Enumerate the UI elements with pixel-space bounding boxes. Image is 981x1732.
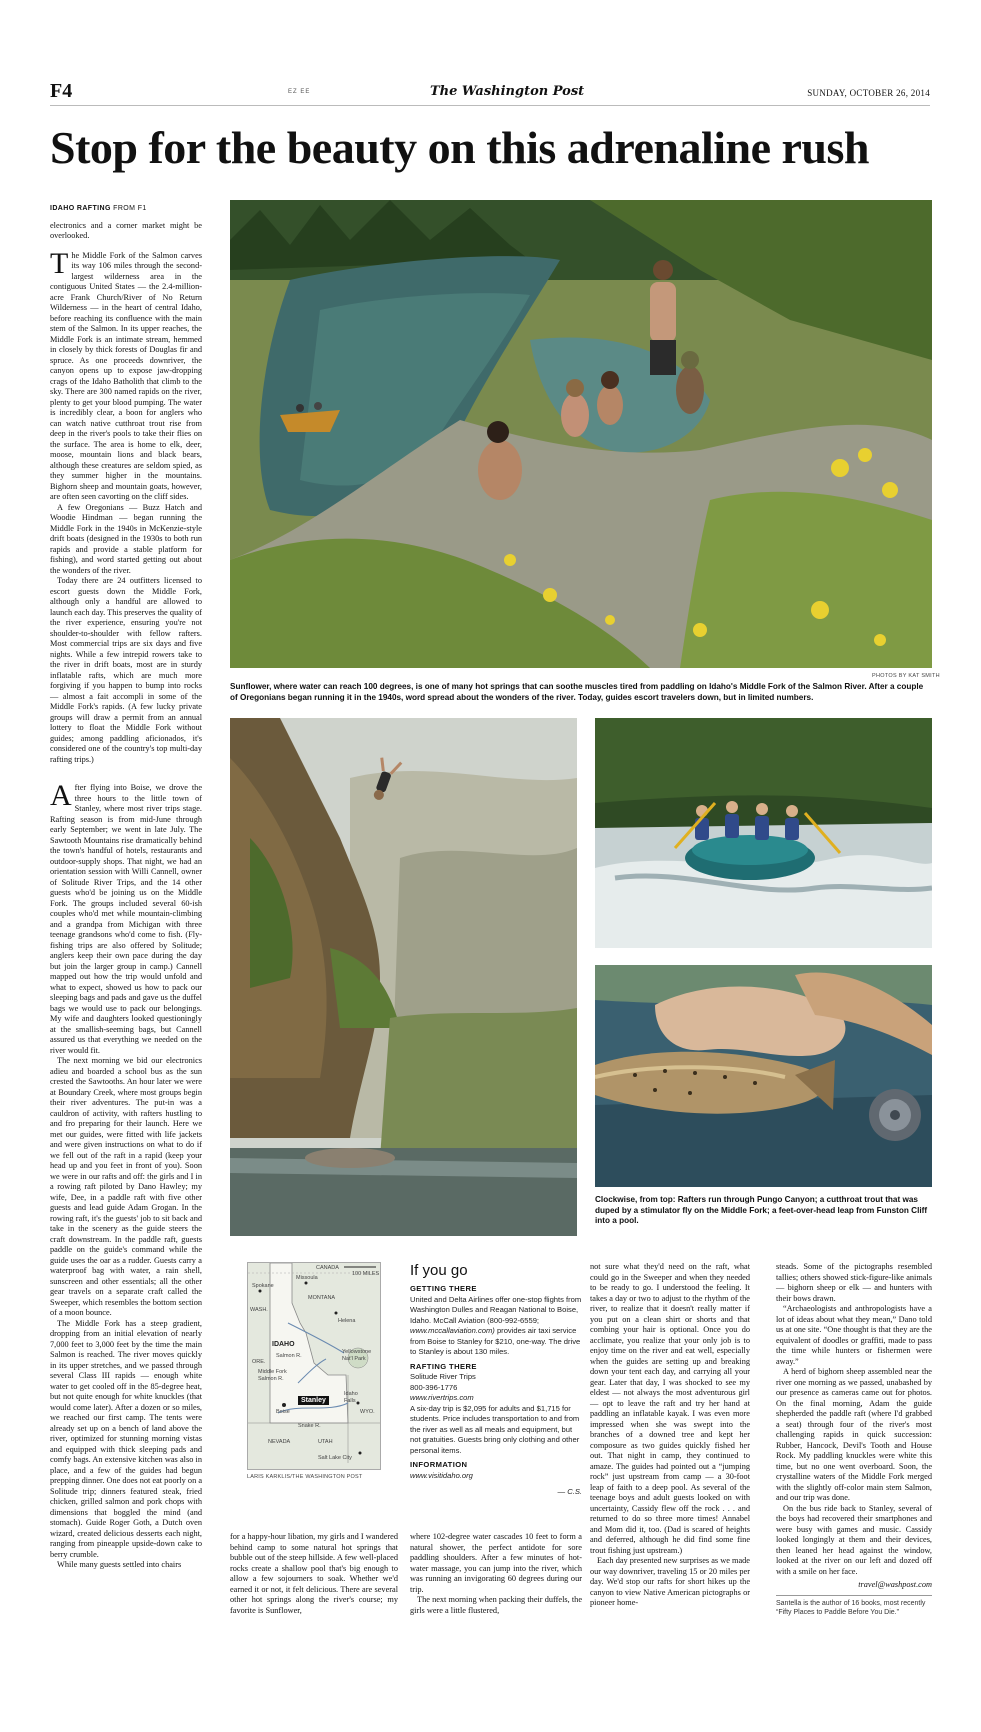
map-label-boise: Boise xyxy=(276,1409,290,1415)
author-email: travel@washpost.com xyxy=(858,1580,932,1589)
edition-marks: EZ EE xyxy=(288,89,311,95)
author-bio: Santella is the author of 16 books, most recently “Fifty Places to Paddle Before You Die.” xyxy=(776,1595,932,1617)
cliff-jump-photo xyxy=(230,718,577,1236)
info-heading: INFORMATION xyxy=(410,1460,468,1469)
map-label-nevada: NEVADA xyxy=(268,1439,291,1445)
map-label-utah: UTAH xyxy=(318,1439,333,1445)
article-column-2 xyxy=(230,1532,398,1616)
trout-photo xyxy=(595,965,932,1187)
map-label-canada: CANADA xyxy=(316,1265,339,1271)
map-label-middle-fork: Middle Fork Salmon R. xyxy=(258,1369,287,1382)
paragraph xyxy=(50,246,202,503)
info-text: 800-396-1776 xyxy=(410,1382,458,1392)
paragraph: A few Oregonians — Buzz Hatch and Woodie Hindman — began running the Middle Fork in the 1940s in McKenzie-style drift boats (designed in the 1930s to both run rapids and provide a stable platform for fishing), and word started getting out about the wonders of the river. xyxy=(50,502,202,575)
paragraph: The next morning we bid our electronics adieu and boarded a school bus as the sun crested the Sawtooths. An hour later we were at Boundary Creek, where most groups begin their river adventures. The put-in was a cauldron of activity, with rafters hustling to and fro preparing for their launch. Here we met our guides, were fitted with life jackets and were given instructions on what to do if we fell out of the raft in a rapid (keep your head up and you feet in front of you). Soon we were in our rafts and off: the girls and I in a rowing raft piloted by Dano Hawley; my wife, Dee, in a paddle raft with five other guests and lead guide Adam Grogan. In the rowing raft, it's the guests' job to sit back and take in the scenery as the guide steers the craft downstream. In the paddle raft, guests paddle on the guide's command while the guide uses the oar as a rudder. Guests carry a waterproof bag with water, a rain shell, sunscreen and other essentials; all the other gear travels on a separate craft called the Sweeper, which resembles the bottom section of a moon bounce. xyxy=(50,1056,202,1317)
info-link: www.visitidaho.org xyxy=(410,1470,473,1480)
info-link: www.rivertrips.com xyxy=(410,1393,474,1402)
article-column-1 xyxy=(50,204,202,1571)
paragraph: where 102-degree water cascades 10 feet to form a natural shower, the perfect antidote for sore paddling shoulders. After a few minutes of hot-water massage, you can jump into the river, which was running an invigorating 60 degrees during our trip. xyxy=(410,1532,582,1594)
info-heading: GETTING THERE xyxy=(410,1284,477,1293)
paragraph: not sure what they'd need on the raft, what could go in the Sweeper and when they needed to be ready to go. I understood the feeling. It takes a day or two to adjust to the rhythm of the river, to realize that it doesn't really matter if you put on a clean shirt or shorts and that combing your hair is optional. Once you do acclimate, you realize that your only job is to enjoy time on the river and eat well, especially when the guides are setting up and breaking down your tent each day, and carrying all your gear. Later that day, I was shocked to see my eldest — not always the most adventurous girl — opt to leave the raft and try her hand at paddling an inflatable kayak. I was even more impressed when she was swept into the branches of a downed tree and kept her composure as two guides quickly fished her out. That night in camp, they continued to amaze. The guides had pointed out a “jumping rock” just upstream from camp — a 30-foot leap of faith to a deep pool. As several of the teenage boys and adult guests looked on with uncertainty, Cassidy flew off the rock . . . and returned to do so three more times! Annabel and Mom did it, too. (Dad is scared of heights and deferred, although he did find some fine trout fishing just upstream.) xyxy=(590,1262,750,1555)
idaho-map xyxy=(247,1262,381,1470)
map-label-wyoming: WYO. xyxy=(360,1409,375,1415)
map-label-salt-lake-city: Salt Lake City xyxy=(318,1455,352,1461)
newspaper-logo: The Washington Post xyxy=(430,84,585,99)
map-label-missoula: Missoula xyxy=(296,1275,318,1281)
jump-label xyxy=(50,204,202,215)
paragraph: for a happy-hour libation, my girls and I wandered behind camp to some natural hot springs that bubble out of the steep hillside. A few well-placed rocks create a shallow pool that's big enough to allow a few sojourners to soak. Whether we'd earned it or not, it felt delicious. There are several other hot springs along the river's course; my favorite is Sunflower, xyxy=(230,1532,398,1615)
photo-group-caption: Clockwise, from top: Rafters run through Pungo Canyon; a cutthroat trout that was duped by a stimulator fly on the Middle Fork; a feet-over-head leap from Funston Cliff into a pool. xyxy=(595,1195,928,1225)
publication-date: SUNDAY, OCTOBER 26, 2014 xyxy=(807,88,930,98)
paragraph: “Archaeologists and anthropologists have a lot of ideas about what they mean,” Dano told us at one site. “One thought is that they are the equivalent of doodles or graffiti, made to pass the time while hunters or fishermen were away.” xyxy=(776,1304,932,1366)
info-text-part: United and Delta Airlines offer one-stop flights from Washington Dulles and Reagan National to Boise, Idaho. McCall Aviation (800-992-6559; xyxy=(410,1294,582,1325)
info-text xyxy=(410,1295,582,1358)
paragraph-text: he Middle Fork of the Salmon carves its way 106 miles through the second-largest wilderness area in the contiguous United States — the 2.4-million-acre Frank Church/River of No Return Wilderness — in the heart of central Idaho, before reaching its confluence with the main stem of the Salmon. In its upper reaches, the Middle Fork is an intimate stream, hemmed in closely by thick forests of Douglas fir and spruce. As one proceeds downriver, the canyon opens up to expose jaw-dropping crags of the Idaho Batholith that climb to the sky. There are 300 named rapids on the river, plenty to get your blood pumping. The water is incredibly clear, a boon for anglers who can watch native cutthroat trout rise from deep in the river's pools to take their flies on the surface. The area is home to elk, deer, moose, mountain lions and black bears, although these creatures are seldom spied, as they summer higher in the mountains. Bighorn sheep and mountain goats, however, are often seen cavorting on the cliff sides. xyxy=(50,250,202,501)
map-label-idaho: IDAHO xyxy=(272,1341,295,1348)
page-number: F4 xyxy=(50,80,73,102)
map-label-idaho-falls: Idaho Falls xyxy=(344,1391,358,1404)
map-label-salmon-river: Salmon R. xyxy=(276,1353,302,1359)
map-label-spokane: Spokane xyxy=(252,1283,274,1289)
map-label-oregon: ORE. xyxy=(252,1359,266,1365)
paragraph: Today there are 24 outfitters licensed to escort guests down the Middle Fork, although only a handful are allowed to launch each day. This preserves the quality of the river experience, ensuring you're not shoulder-to-shoulder with fellow rafters. Most commercial trips are six days and five nights. While a few intrepid rowers take to the river in drift boats, most are in sturdy inflatable rafts, which are much more forgiving if you happen to bump into rocks — almost a fait accompli in some of the Middle Fork's rapids. (A few lucky private groups will draw a permit from an annual lottery to float the Middle Fork without guides; among paddling aficionados, it's considered one of the country's top multi-day rafting trips.) xyxy=(50,576,202,764)
info-text: Solitude River Trips xyxy=(410,1372,476,1381)
paragraph: Each day presented new surprises as we made our way downriver, traveling 15 or 20 miles per day. We'd stop our rafts for short hikes up the canyon to view Native American pictographs or pioneer home- xyxy=(590,1556,750,1607)
map-label-yellowstone: Yellowstone Nat'l Park xyxy=(342,1349,372,1362)
paragraph: On the bus ride back to Stanley, several of the boys had recovered their smartphones and were busy with games and music. Cassidy looked longingly at them and their devices, then leaned her head against the window, looked at the river on our left and dozed off with a smile on her face. xyxy=(776,1503,932,1576)
jump-section: IDAHO RAFTING xyxy=(50,205,111,212)
drop-cap: A xyxy=(50,779,72,812)
paragraph: electronics and a corner market might be overlooked. xyxy=(50,220,202,240)
info-heading: RAFTING THERE xyxy=(410,1361,477,1371)
paragraph: The Middle Fork has a steep gradient, dropping from an initial elevation of nearly 7,000 feet to 3,000 feet by the time the main Salmon is reached. The river moves quickly in its upper stretches, and we passed through several Class III rapids — enough white water to get cooled off in the 85-degree heat, but not quite enough for white knuckles (that would come later). After a dozen or so miles, we reached our first camp. The tents were already set up on a bench of land above the river, optimized for stunning morning vistas and equipped with thick sleeping pads and comfy bags. An extensive kitchen was also in place, and a few of the guides had begun prepping dinner. One does not eat poorly on a Solitude trip; dinners featured steak, fried chicken, grilled salmon and pork chops with dimensions that boggled the mind (and stomach). Guide Roger Goth, a Dutch oven wizard, created delicious desserts each night, ranging from pineapple upside-down cake to berry crumble. xyxy=(50,1318,202,1559)
hot-springs-photo xyxy=(230,200,932,668)
article-column-3 xyxy=(410,1532,582,1616)
info-title: If you go xyxy=(410,1262,468,1279)
drop-cap: T xyxy=(50,246,69,280)
if-you-go-box xyxy=(410,1262,582,1498)
map-scale: 100 MILES xyxy=(352,1271,380,1277)
map-label-helena: Helena xyxy=(338,1318,356,1324)
headline: Stop for the beauty on this adrenaline rush xyxy=(50,122,869,173)
article-column-4 xyxy=(590,1262,750,1609)
paragraph xyxy=(50,779,202,1056)
paragraph: The next morning when packing their duffels, the girls were a little flustered, xyxy=(410,1595,582,1615)
photo-credit: PHOTOS BY KAT SMITH xyxy=(872,673,940,679)
info-initials: — C.S. xyxy=(557,1487,582,1496)
info-text: A six-day trip is $2,095 for adults and $1,715 for students. Price includes transportation to and from the river as well as all meals and equipment, but not gratuities. Guests bring only clothing and other personal items. xyxy=(410,1403,580,1455)
rafting-photo xyxy=(595,718,932,948)
map-label-snake-river: Snake R. xyxy=(298,1423,321,1429)
main-photo-caption: Sunflower, where water can reach 100 degrees, is one of many hot springs that can soothe muscles tired from paddling on Idaho's Middle Fork of the Salmon River. After a couple of Oregonians began running it in the 1940s, word spread about the wonders of the river. Today, guides escort travelers down, but in limited numbers. xyxy=(230,682,924,702)
masthead xyxy=(50,80,930,106)
paragraph-text: fter flying into Boise, we drove the three hours to the little town of Stanley, where most river trips stage. Rafting season is from mid-June through early September; we went in late July. The Sawtooth Mountains rise dramatically behind the town's handful of hotels, restaurants and outdoor-supply shops. That night, we had an orientation session with Willi Cannell, owner of Solitude River Trips, and the 14 other guests who'd be joining us on the Middle Fork. The groups included several 60-ish couples who'd met while mountain-climbing and a grandpa from Michigan with three teenage grandsons who'd come to fish. (Fly-fishing trips are also offered by Solitude; anglers keep their own pace during the day but join the larger group in camp.) Cannell mapped out how the trip would unfold and what to expect, showed us how to pack our sleeping bags and pads and gave us the duffel bags we would use to pack our belongings. My wife and daughters looked questioningly at the smallish-seeming bags, but Cannell assured us that everything we needed on the river would fit. xyxy=(50,783,202,1055)
map-label-montana: MONTANA xyxy=(308,1295,336,1301)
map-credit: LARIS KARKLIS/THE WASHINGTON POST xyxy=(247,1474,363,1480)
info-text-part: provides air taxi service from Boise to Stanley for $210, one-way. The drive to Stanley is about 130 miles. xyxy=(410,1326,581,1356)
paragraph: While many guests settled into chairs xyxy=(57,1560,182,1569)
paragraph: A herd of bighorn sheep assembled near the river one morning as we passed, unabashed by our presence as cameras came out for photos. On the final morning, Adam the guide shepherded the paddle raft (where I'd grabbed a seat) through four of the river's most challenging rapids in quick succession: Rubber, Hancock, Devil's Tooth and House Rock. My paddling knuckles were white this time, but no one went overboard. Soon, the crystalline waters of the Middle Fork merged with the slightly off-color main stem Salmon, and our trip was done. xyxy=(776,1367,932,1502)
map-label-washington: WASH. xyxy=(250,1307,268,1313)
info-link: www.mccallaviation.com) xyxy=(410,1326,495,1335)
article-column-5 xyxy=(776,1262,932,1617)
jump-from: FROM F1 xyxy=(113,205,147,212)
paragraph: steads. Some of the pictographs resembled tallies; others showed stick-figure-like animals — bighorn sheep or elk — and hunters with their bows drawn. xyxy=(776,1262,932,1303)
map-highlight-stanley: Stanley xyxy=(298,1396,329,1405)
